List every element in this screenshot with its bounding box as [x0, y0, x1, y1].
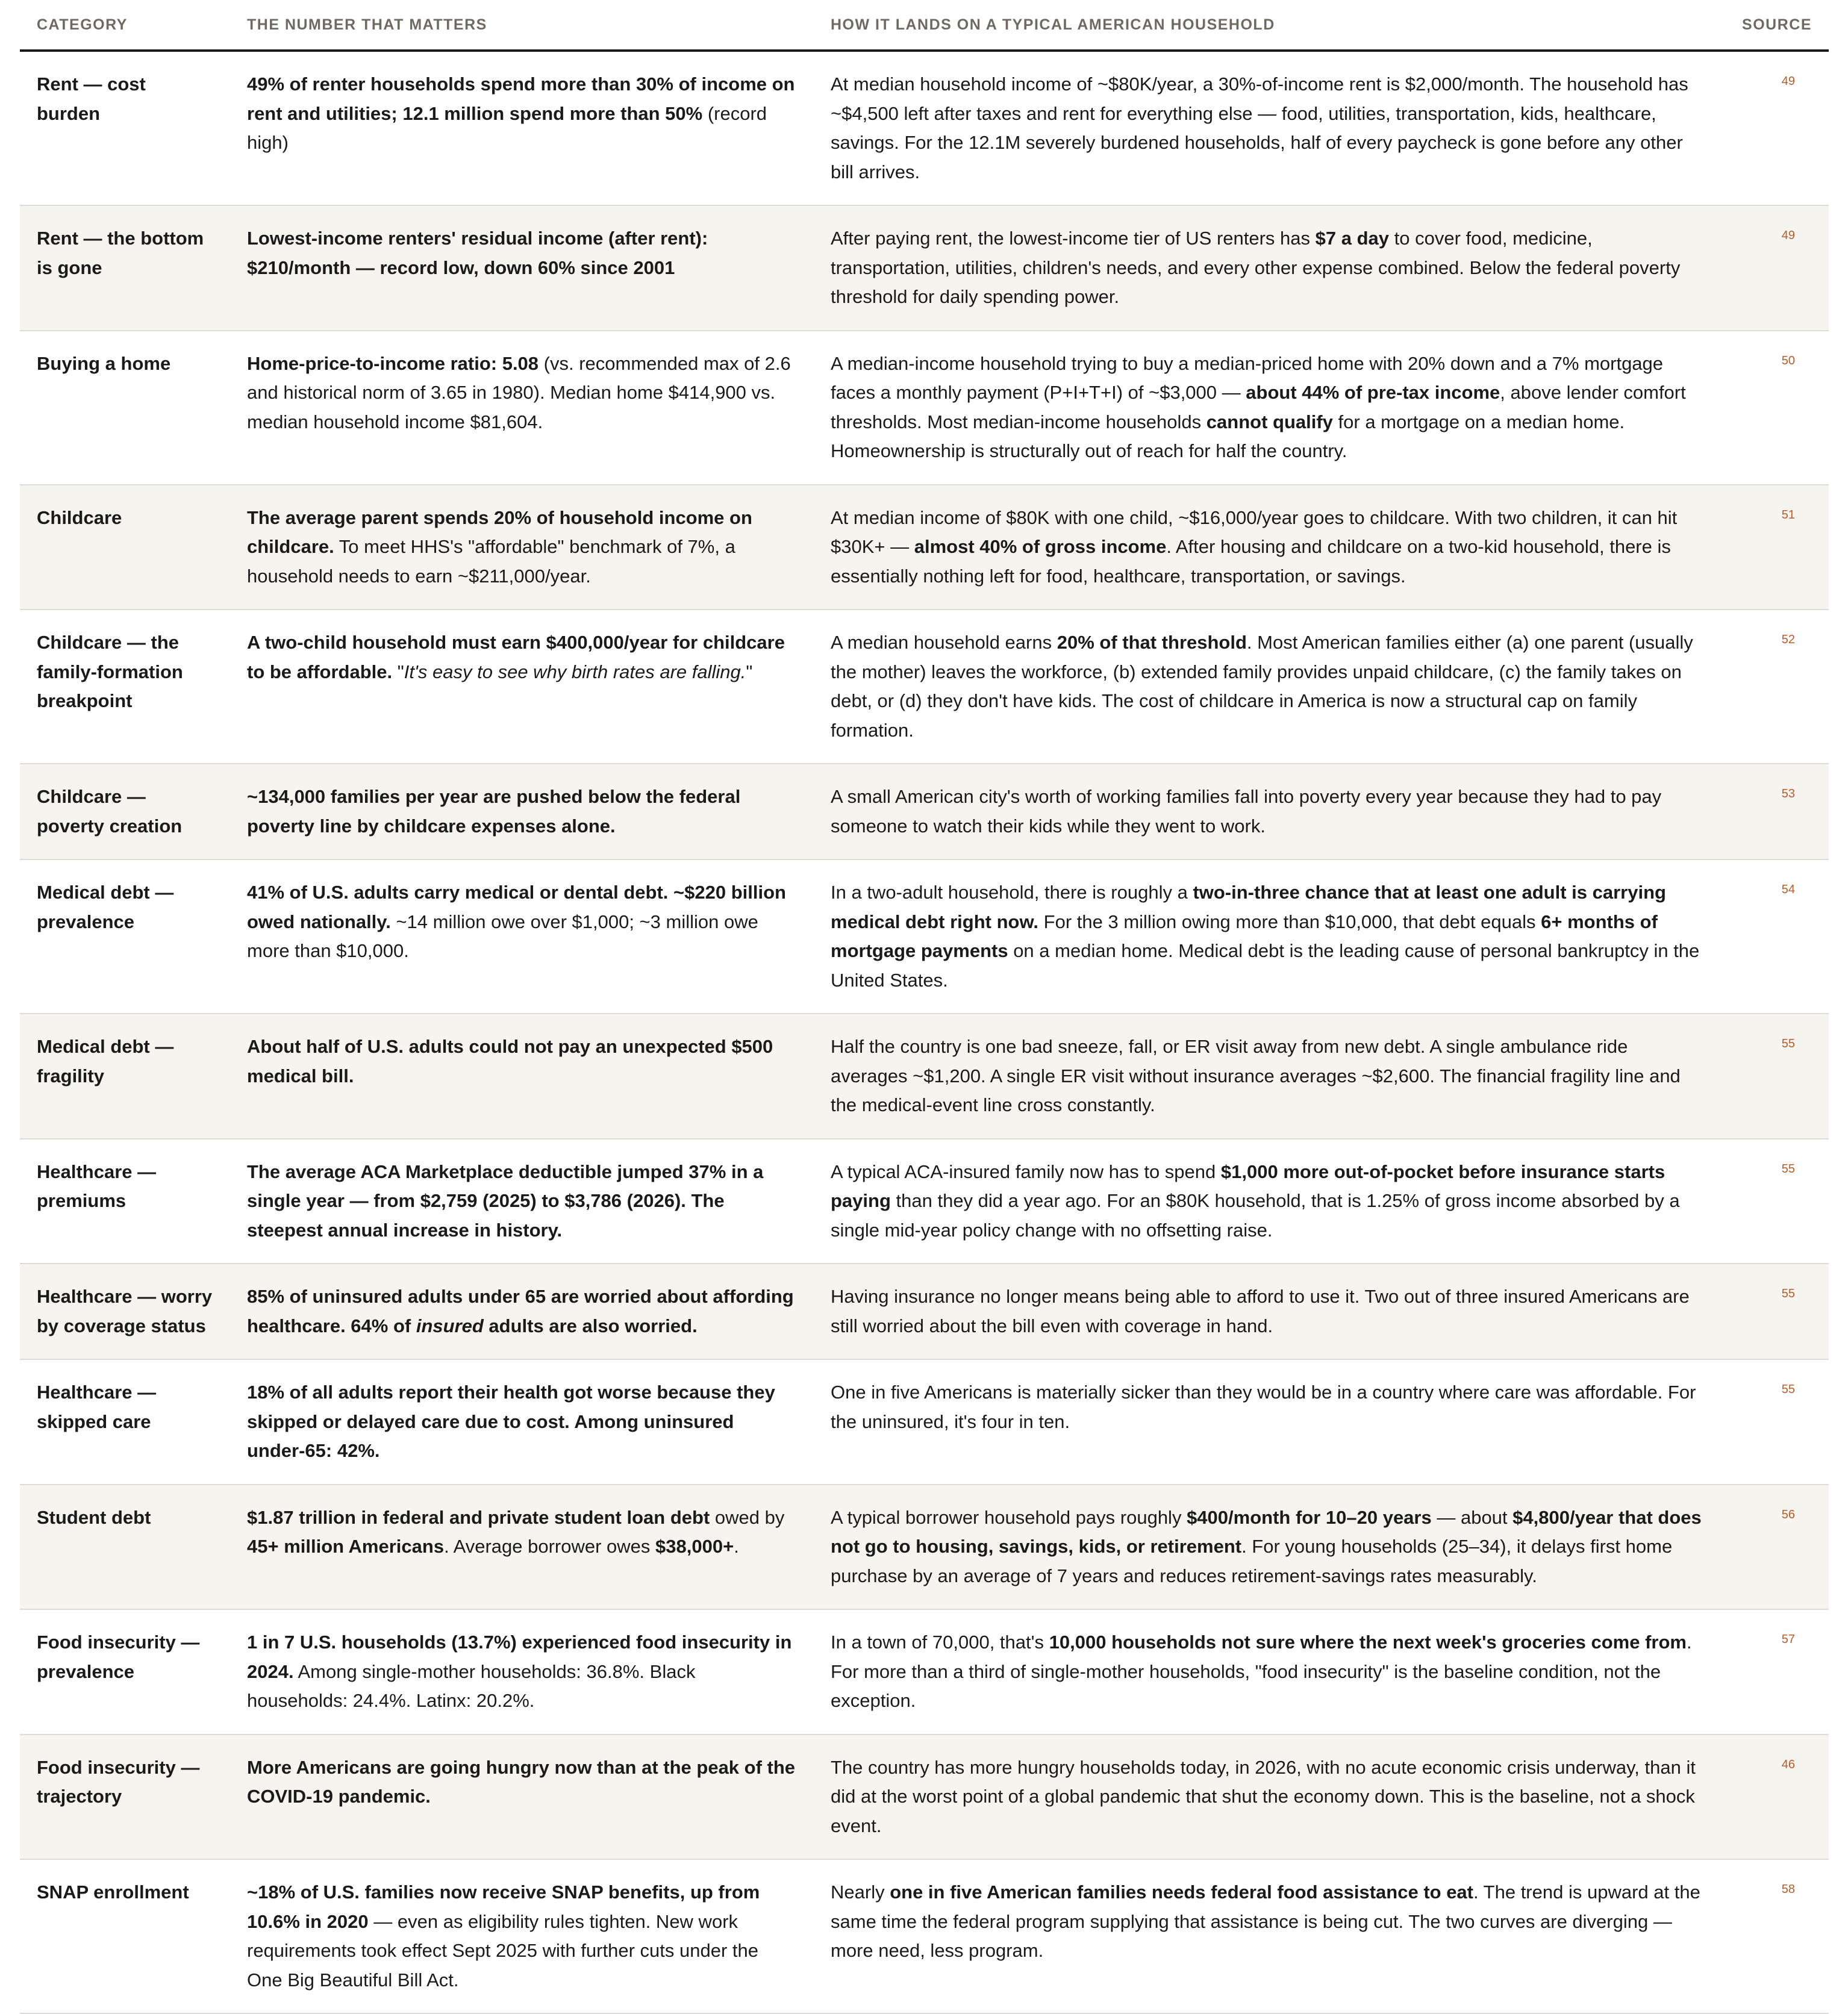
- impact-cell: [814, 859, 1723, 1014]
- impact-cell: [814, 1859, 1723, 2013]
- impact-cell: [814, 205, 1723, 331]
- impact-cell-text: A median household earns: [831, 632, 1057, 653]
- impact-cell: [814, 1609, 1723, 1735]
- category-cell: Healthcare — worry by coverage status: [20, 1264, 230, 1359]
- table-row: [20, 1859, 1829, 2013]
- table-row: [20, 1139, 1829, 1264]
- number-cell-text: To meet HHS's "affordable" benchmark of 7%, a household needs to earn ~$211,000/year.: [247, 536, 735, 587]
- impact-cell: [814, 1735, 1723, 1860]
- table-row: [20, 205, 1829, 331]
- source-ref-link[interactable]: 56: [1723, 1485, 1829, 1610]
- table-row: [20, 1485, 1829, 1610]
- number-cell-text: 49% of renter households spend more than 30% of income on rent and utilities; 12.1 million spend more than 50%: [247, 73, 795, 124]
- category-cell: Medical debt — fragility: [20, 1014, 230, 1139]
- impact-cell: [814, 1139, 1723, 1264]
- impact-cell-text: . Most American families either (a) one parent (usually the mother) leaves the workforce, (b) extended family provides unpaid childcare, (c) the family takes on debt, or (d) they don't have kids. The cost of childcare in America is now a structural cap on family formation.: [831, 632, 1693, 741]
- number-cell-text: ": [746, 661, 753, 682]
- impact-cell: [814, 764, 1723, 859]
- category-cell: Rent — the bottom is gone: [20, 205, 230, 331]
- impact-cell-text: than they did a year ago. For an $80K household, that is 1.25% of gross income absorbed by a single mid-year policy change with no offsetting raise.: [831, 1190, 1680, 1241]
- number-cell-text: Home-price-to-income ratio: 5.08: [247, 352, 539, 374]
- impact-cell-text: . For young households (25–34), it delays first home purchase by an average of 7 years and reduces retirement-savings rates measurably.: [831, 1536, 1673, 1586]
- number-cell-text: About half of U.S. adults could not pay an unexpected $500 medical bill.: [247, 1036, 773, 1086]
- number-cell: [230, 51, 814, 205]
- header-category: CATEGORY: [20, 0, 230, 51]
- category-cell: Student debt: [20, 1485, 230, 1610]
- impact-cell-text: At median household income of ~$80K/year, a 30%-of-income rent is $2,000/month. The household has ~$4,500 left after taxes and rent for everything else — food, utilities, transportation, kids, healthcare, savings. For the 12.1M severely burdened households, half of every paycheck is gone before any other bill arrives.: [831, 73, 1688, 182]
- number-cell-text: Among single-mother households: 36.8%. Black households: 24.4%. Latinx: 20.2%.: [247, 1660, 696, 1711]
- category-cell: Medical debt — prevalence: [20, 859, 230, 1014]
- table-header: [20, 0, 1829, 51]
- impact-cell: [814, 1264, 1723, 1359]
- table-row: [20, 1609, 1829, 1735]
- table-row: [20, 331, 1829, 485]
- category-cell: Healthcare — premiums: [20, 1139, 230, 1264]
- table-row: [20, 859, 1829, 1014]
- number-cell: [230, 610, 814, 764]
- number-cell: [230, 331, 814, 485]
- number-cell: [230, 1359, 814, 1485]
- number-cell-text: $38,000+: [655, 1536, 734, 1557]
- table-row: [20, 610, 1829, 764]
- table-row: [20, 1014, 1829, 1139]
- number-cell-text: — even as eligibility rules tighten. New work requirements took effect Sept 2025 with further cuts under the One Big Beautiful Bill Act.: [247, 1910, 758, 1991]
- number-cell-text: ~18% of U.S. families now receive SNAP benefits, up from 10.6% in 2020: [247, 1882, 760, 1932]
- impact-cell-text: 20% of that threshold: [1057, 632, 1247, 653]
- impact-cell-text: Nearly: [831, 1882, 890, 1903]
- impact-cell-text: 10,000 households not sure where the next week's groceries come from: [1049, 1632, 1687, 1653]
- number-cell: [230, 1139, 814, 1264]
- number-cell: [230, 1735, 814, 1860]
- source-ref-link[interactable]: 55: [1723, 1139, 1829, 1264]
- number-cell: [230, 485, 814, 610]
- number-cell-text: 45+ million Americans: [247, 1536, 445, 1557]
- number-cell: [230, 764, 814, 859]
- number-cell-text: (record high): [247, 102, 767, 153]
- number-cell-text: 41% of U.S. adults carry medical or dental debt. ~$220 billion owed nationally.: [247, 882, 786, 932]
- category-cell: SNAP enrollment: [20, 1859, 230, 2013]
- number-cell-text: ": [392, 661, 404, 682]
- source-ref-link[interactable]: 58: [1723, 1859, 1829, 2013]
- category-cell: Food insecurity — trajectory: [20, 1735, 230, 1860]
- source-ref-link[interactable]: 54: [1723, 859, 1829, 1014]
- number-cell: [230, 1264, 814, 1359]
- impact-cell-text: $400/month for 10–20 years: [1187, 1506, 1432, 1528]
- source-ref-link[interactable]: 49: [1723, 51, 1829, 205]
- table-row: [20, 1735, 1829, 1860]
- number-cell-text: A two-child household must earn $400,000/year for childcare to be affordable.: [247, 632, 785, 682]
- number-cell-text: It's easy to see why birth rates are falling.: [404, 661, 746, 682]
- number-cell: [230, 205, 814, 331]
- impact-cell-text: for a mortgage on a median home. Homeownership is structurally out of reach for half the country.: [831, 411, 1625, 461]
- impact-cell-text: about 44% of pre-tax income: [1246, 382, 1500, 403]
- number-cell-text: 85% of uninsured adults under 65 are worried about affording healthcare. 64% of: [247, 1286, 794, 1336]
- number-cell-text: Lowest-income renters' residual income (after rent): $210/month — record low, down 60% since 2001: [247, 228, 708, 278]
- impact-cell-text: . For more than a third of single-mother households, "food insecurity" is the baseline condition, not the exception.: [831, 1632, 1692, 1711]
- category-cell: Childcare: [20, 485, 230, 610]
- number-cell: [230, 1014, 814, 1139]
- number-cell-text: owed by: [710, 1506, 785, 1528]
- impact-cell-text: . After housing and childcare on a two-kid household, there is essentially nothing left for food, healthcare, transportation, or savings.: [831, 536, 1671, 587]
- category-cell: Childcare — poverty creation: [20, 764, 230, 859]
- impact-cell-text: one in five American families needs federal food assistance to eat: [890, 1882, 1473, 1903]
- source-ref-link[interactable]: 46: [1723, 1735, 1829, 1860]
- impact-cell-text: Having insurance no longer means being able to afford to use it. Two out of three insured Americans are still worried about the bill even with coverage in hand.: [831, 1286, 1690, 1336]
- source-ref-link[interactable]: 49: [1723, 205, 1829, 331]
- source-ref-link[interactable]: 55: [1723, 1359, 1829, 1485]
- category-cell: Food insecurity — prevalence: [20, 1609, 230, 1735]
- number-cell-text: adults are also worried.: [483, 1315, 698, 1336]
- impact-cell-text: cannot qualify: [1206, 411, 1333, 432]
- impact-cell-text: At median income of $80K with one child, ~$16,000/year goes to childcare. With two children, it can hit $30K+ —: [831, 507, 1678, 557]
- header-number: THE NUMBER THAT MATTERS: [230, 0, 814, 51]
- source-ref-link[interactable]: 55: [1723, 1264, 1829, 1359]
- number-cell: [230, 1859, 814, 2013]
- impact-cell-text: — about: [1431, 1506, 1513, 1528]
- source-ref-link[interactable]: 51: [1723, 485, 1829, 610]
- impact-cell-text: almost 40% of gross income: [914, 536, 1167, 557]
- impact-cell-text: Half the country is one bad sneeze, fall, or ER visit away from new debt. A single ambulance ride averages ~$1,200. A single ER visit without insurance averages ~$2,600. The financial fragility line and the medical-event line cross constantly.: [831, 1036, 1681, 1115]
- source-ref-link[interactable]: 53: [1723, 764, 1829, 859]
- category-cell: Healthcare — skipped care: [20, 1359, 230, 1485]
- impact-cell: [814, 1014, 1723, 1139]
- header-impact: HOW IT LANDS ON A TYPICAL AMERICAN HOUSEHOLD: [814, 0, 1723, 51]
- impact-cell: [814, 1359, 1723, 1485]
- source-ref-link[interactable]: 52: [1723, 610, 1829, 764]
- table-body: [20, 51, 1829, 2013]
- number-cell-text: The average ACA Marketplace deductible jumped 37% in a single year — from $2,759 (2025) to $3,786 (2026). The steepest annual increase in history.: [247, 1161, 764, 1241]
- impact-cell-text: . The trend is upward at the same time the federal program supplying that assistance is being cut. The two curves are diverging — more need, less program.: [831, 1882, 1700, 1961]
- impact-cell-text: A typical ACA-insured family now has to spend: [831, 1161, 1221, 1182]
- source-ref-link[interactable]: 57: [1723, 1609, 1829, 1735]
- number-cell-text: . Average borrower owes: [444, 1536, 656, 1557]
- number-cell: [230, 1609, 814, 1735]
- table-row: [20, 764, 1829, 859]
- impact-cell: [814, 1485, 1723, 1610]
- table-row: [20, 1264, 1829, 1359]
- impact-cell: [814, 51, 1723, 205]
- impact-cell-text: $1,000 more out-of-pocket before insurance starts paying: [831, 1161, 1665, 1211]
- number-cell-text: insured: [416, 1315, 484, 1336]
- household-cost-table: [20, 0, 1829, 2014]
- impact-cell-text: $7 a day: [1315, 228, 1390, 249]
- impact-cell-text: A median-income household trying to buy a median-priced home with 20% down and a 7% mortgage faces a monthly payment (P+I+T+I) of ~$3,000 —: [831, 352, 1664, 403]
- table-row: [20, 1359, 1829, 1485]
- impact-cell-text: In a two-adult household, there is roughly a: [831, 882, 1193, 903]
- number-cell-text: $1.87 trillion in federal and private student loan debt: [247, 1506, 710, 1528]
- number-cell-text: The average parent spends 20% of household income on childcare.: [247, 507, 752, 557]
- impact-cell-text: For the 3 million owing more than $10,000, that debt equals: [1038, 911, 1541, 932]
- source-ref-link[interactable]: 55: [1723, 1014, 1829, 1139]
- source-ref-link[interactable]: 50: [1723, 331, 1829, 485]
- number-cell-text: 18% of all adults report their health got worse because they skipped or delayed care due to cost. Among uninsured under-65: 42%.: [247, 1382, 775, 1461]
- number-cell: [230, 859, 814, 1014]
- impact-cell-text: two-in-three chance that at least one adult is carrying medical debt right now.: [831, 882, 1666, 932]
- impact-cell-text: on a median home. Medical debt is the leading cause of personal bankruptcy in the United States.: [831, 940, 1700, 991]
- number-cell-text: ~134,000 families per year are pushed below the federal poverty line by childcare expenses alone.: [247, 786, 741, 837]
- impact-cell-text: A typical borrower household pays roughly: [831, 1506, 1187, 1528]
- data-table-container: [20, 0, 1829, 2014]
- number-cell-text: 1 in 7 U.S. households (13.7%) experienced food insecurity in 2024.: [247, 1632, 792, 1682]
- impact-cell: [814, 610, 1723, 764]
- category-cell: Rent — cost burden: [20, 51, 230, 205]
- table-row: [20, 51, 1829, 205]
- impact-cell-text: , above lender comfort thresholds. Most median-income households: [831, 382, 1686, 432]
- impact-cell: [814, 331, 1723, 485]
- category-cell: Buying a home: [20, 331, 230, 485]
- impact-cell: [814, 485, 1723, 610]
- header-row: [20, 0, 1829, 51]
- table-row: [20, 485, 1829, 610]
- category-cell: Childcare — the family-formation breakpoint: [20, 610, 230, 764]
- impact-cell-text: After paying rent, the lowest-income tier of US renters has: [831, 228, 1316, 249]
- number-cell: [230, 1485, 814, 1610]
- impact-cell-text: to cover food, medicine, transportation, utilities, children's needs, and every other expense combined. Below the federal poverty threshold for daily spending power.: [831, 228, 1681, 307]
- number-cell-text: ~14 million owe over $1,000; ~3 million owe more than $10,000.: [247, 911, 758, 961]
- impact-cell-text: The country has more hungry households today, in 2026, with no acute economic crisis underway, than it did at the worst point of a global pandemic that shut the economy down. This is the baseline, not a shock event.: [831, 1756, 1696, 1836]
- impact-cell-text: A small American city's worth of working families fall into poverty every year because they had to pay someone to watch their kids while they went to work.: [831, 786, 1662, 837]
- number-cell-text: (vs. recommended max of 2.6 and historical norm of 3.65 in 1980). Median home $414,900 vs. median household income $81,604.: [247, 352, 791, 432]
- impact-cell-text: 6+ months of mortgage payments: [831, 911, 1658, 961]
- header-source: SOURCE: [1723, 0, 1829, 51]
- impact-cell-text: $4,800/year that does not go to housing, savings, kids, or retirement: [831, 1506, 1702, 1557]
- impact-cell-text: One in five Americans is materially sicker than they would be in a country where care was affordable. For the uninsured, it's four in ten.: [831, 1382, 1696, 1432]
- number-cell-text: More Americans are going hungry now than at the peak of the COVID-19 pandemic.: [247, 1756, 796, 1807]
- number-cell-text: .: [734, 1536, 739, 1557]
- impact-cell-text: In a town of 70,000, that's: [831, 1632, 1049, 1653]
